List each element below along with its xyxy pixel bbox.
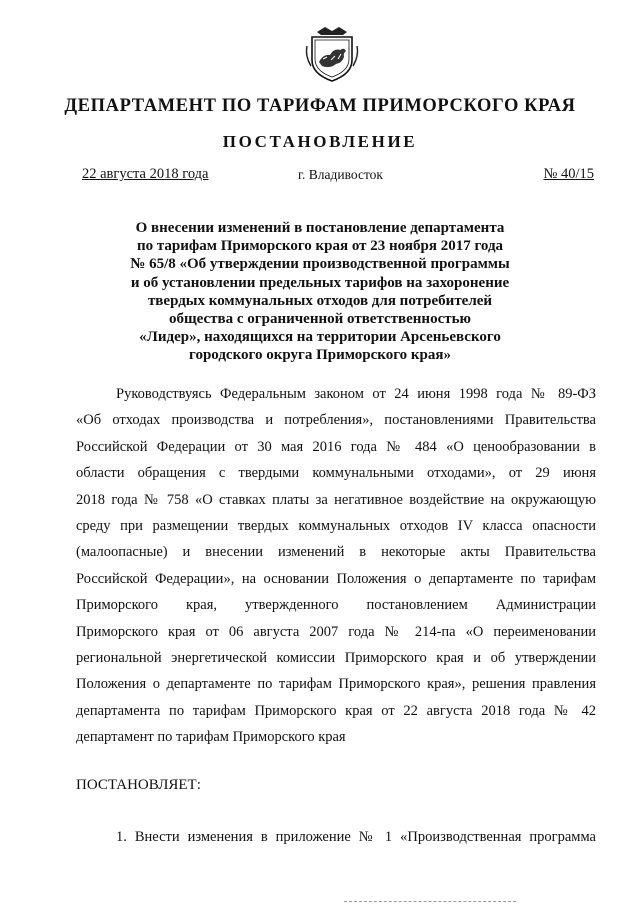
preamble-line: (малоопасные) и внесении изменений в некоторые акты Правительства <box>76 544 596 561</box>
subject-line: № 65/8 «Об утверждении производственной программы <box>130 256 510 273</box>
preamble-line: среду при размещении твердых коммунальных отходов IV класса опасности <box>76 518 596 535</box>
preamble-line: Российской Федерации от 30 мая 2016 года № 484 «О ценообразовании в <box>76 438 596 455</box>
preamble-line: департамент по тарифам Приморского края <box>76 729 346 746</box>
subject-line: твердых коммунальных отходов для потребителей <box>147 292 493 309</box>
subject-line: «Лидер», находящихся на территории Арсеньевского <box>139 329 501 346</box>
preamble-line: Российской Федерации», на основании Положения о департаменте по тарифам <box>76 570 596 587</box>
preamble-paragraph <box>76 381 596 751</box>
preamble-line: «Об отходах производства и потребления», постановлениями Правительства <box>76 412 596 429</box>
coat-of-arms-icon <box>303 26 361 82</box>
subject-line: О внесении изменений в постановление департамента <box>135 220 505 236</box>
decree-number: № 40/15 <box>543 166 594 182</box>
subject-line: и об установлении предельных тарифов на захоронение <box>130 274 510 291</box>
preamble-line: Положения о департаменте по тарифам Приморского края», решения правления <box>76 676 596 693</box>
decree-date: 22 августа 2018 года <box>82 166 209 182</box>
preamble-line: Руководствуясь Федеральным законом от 24 июня 1998 года № 89-ФЗ <box>116 386 596 402</box>
preamble-line: Приморского края от 06 августа 2007 года № 214-па «О переименовании <box>76 623 596 640</box>
preamble-line: департамента по тарифам Приморского края от 22 августа 2018 года № 42 <box>76 702 596 719</box>
document-type: ПОСТАНОВЛЕНИЕ <box>222 132 418 151</box>
resolves-heading: ПОСТАНОВЛЯЕТ: <box>76 777 201 793</box>
decree-city: г. Владивосток <box>298 167 383 182</box>
subject-line: общества с ограниченной ответственностью <box>169 311 471 328</box>
subject-line: по тарифам Приморского края от 23 ноября 2017 года <box>136 238 504 255</box>
subject-line: городского округа Приморского края» <box>189 347 451 364</box>
preamble-line: региональной энергетической комиссии Приморского края и об утверждении <box>76 650 596 667</box>
preamble-line: Приморского края, утвержденного постановлением Администрации <box>76 597 596 614</box>
department-title: ДЕПАРТАМЕНТ ПО ТАРИФАМ ПРИМОРСКОГО КРАЯ <box>64 96 576 116</box>
decree-subject <box>90 219 550 365</box>
clause-1: 1. Внести изменения в приложение № 1 «Производственная программа <box>116 829 596 845</box>
preamble-line: области обращения с твердыми коммунальными отходами», от 29 июня <box>76 465 596 482</box>
preamble-line: 2018 года № 758 «О ставках платы за негативное воздействие на окружающую <box>76 491 596 508</box>
scan-artifact <box>344 901 516 904</box>
